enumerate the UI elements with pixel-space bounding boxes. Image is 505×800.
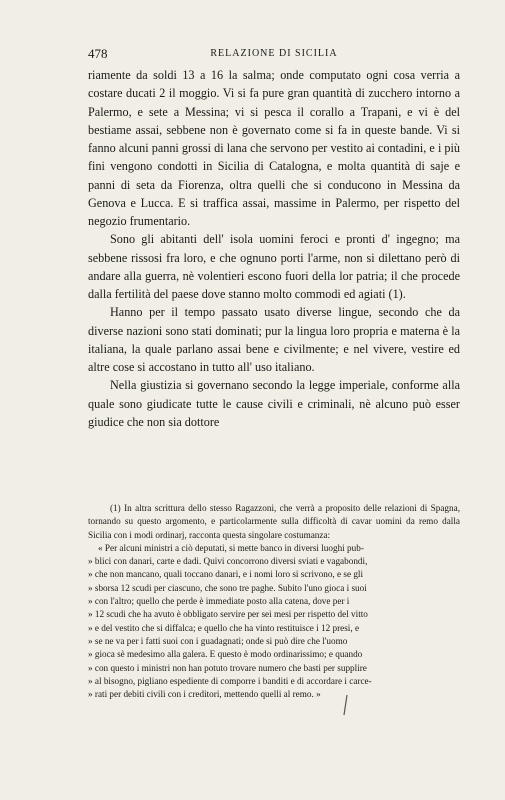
quote-line: » gioca sè medesimo alla galera. E questo è modo ordinarissimo; e quando bbox=[88, 649, 363, 660]
running-title: RELAZIONE DI SICILIA bbox=[210, 48, 338, 59]
paragraph: riamente da soldi 13 a 16 la salma; onde computato ogni cosa verria a costare ducati 2 il moggio. Vi si fa pure gran quantità di zucchero intorno a Palermo, e sete a Messina; vi si pesca il corallo a Trapani, e vi è del bestiame assai, sebbene non è governato come si fa in queste bande. Vi si fanno alcuni panni grossi di lana che servono per vestito ai contadini, e i più fini vengono condotti in Sicilia di Catalogna, e molta quantità di saje e panni di seta da Fiorenza, oltra quelli che si conducono in Messina da Genova e Lucca. E si traffica assai, massime in Palermo, per rispetto del negozio frumentario. bbox=[88, 68, 460, 228]
footnote bbox=[88, 502, 460, 701]
quote-line: » blici con danari, carte e dadi. Quivi concorrono diversi sviati e vagabondi, bbox=[88, 556, 368, 567]
pencil-mark bbox=[341, 694, 351, 716]
paragraph: Nella giustizia si governano secondo la legge imperiale, conforme alla quale sono giudicate tutte le cause civili e criminali, nè alcuno può esser giudice che non sia dottore bbox=[88, 378, 460, 429]
quote-line: » rati per debiti civili con i creditori, mettendo quelli al remo. » bbox=[88, 689, 321, 700]
quote-line: » che non mancano, quali toccano danari, e i nomi loro si scrivono, e se gli bbox=[88, 569, 364, 580]
quote-line: » se ne va per i fatti suoi con i guadagnati; onde si può dire che l'uomo bbox=[88, 635, 348, 646]
paragraph: Sono gli abitanti dell' isola uomini feroci e pronti d' ingegno; ma sebbene rissosi fra loro, e che ognuno porti l'arme, non si dilettano però di andare alla guerra, nè volentieri escono fuori della lor patria; il che procede dalla fertilità del paese dove stanno molto commodi ed agiati (1). bbox=[88, 232, 460, 301]
quote-line: » con questo i ministri non han potuto trovare numero che basti per supplire bbox=[88, 662, 367, 673]
quote-line: » sborsa 12 scudi per ciascuno, che sono tre paghe. Subito l'uno gioca i suoi bbox=[88, 582, 367, 593]
page-header bbox=[88, 46, 460, 64]
quote-line: » con l'altro; quello che perde è immediate posto alla catena, dove per i bbox=[88, 596, 350, 607]
quote-line: » 12 scudi che ha avuto è obbligato servire per sei mesi per rispetto del vitto bbox=[88, 609, 368, 620]
paragraph: Hanno per il tempo passato usato diverse lingue, secondo che da diverse nazioni sono stati dominati; pur la lingua loro propria e materna è la italiana, la quale parlano assai bene e civilmente; e nel vivere, vestire ed altre cose si accostano in tutto all' uso italiano. bbox=[88, 305, 460, 374]
quote-line: « Per alcuni ministri a ciò deputati, si mette banco in diversi luoghi pub- bbox=[98, 542, 364, 553]
quote-line: » al bisogno, pigliano espediente di comporre i banditi e di accordare i carce- bbox=[88, 675, 372, 686]
quote-line: » e del vestito che si diffalca; e quello che ha vinto restituisce i 12 presi, e bbox=[88, 622, 360, 633]
page-number: 478 bbox=[88, 46, 108, 61]
footnote-intro: (1) In altra scrittura dello stesso Ragazzoni, che verrà a proposito delle relazioni di Spagna, tornando su questo argomento, e particolarmente sulla difficoltà di cavar uomini da remo dalla Sicilia con i modi ordinarj, racconta questa singolare costumanza: bbox=[88, 503, 460, 540]
main-text bbox=[88, 66, 460, 431]
